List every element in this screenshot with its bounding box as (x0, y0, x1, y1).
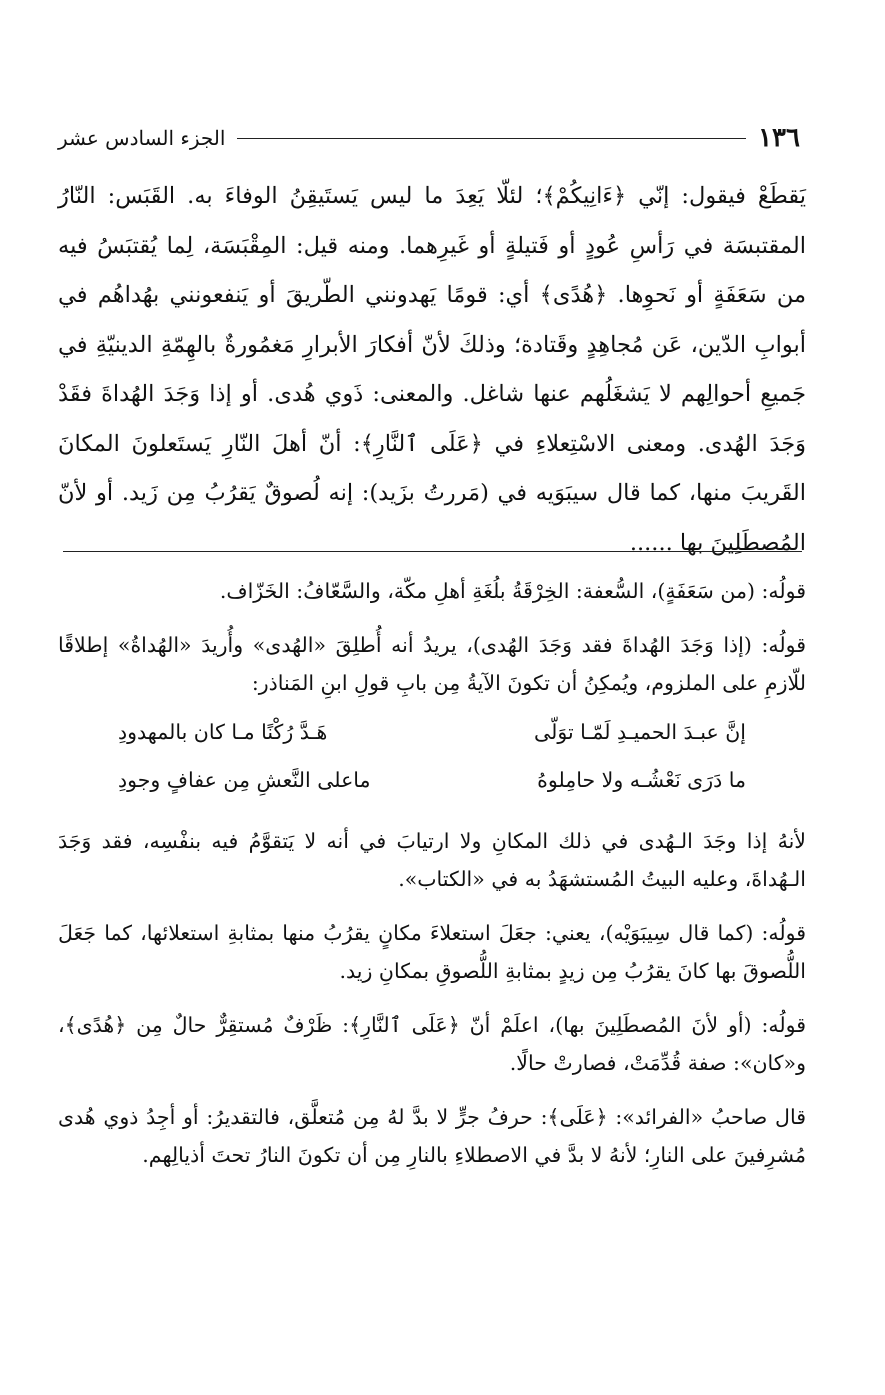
note-sibawayh: قولُه: (كما قال سِيبَوَيْه)، يعني: جعَلَ استعلاءَ مكانٍ يقرُبُ منها بمثابةِ استعلائها، كما جَعَلَ اللُّصوقَ بها كانَ يقرُبُ مِن زيدٍ بمثابةِ اللُّصوقِ بمكانِ زيد. (58, 921, 806, 983)
commentary-notes (58, 572, 806, 1190)
header-rule (237, 138, 746, 139)
note-mustalin: قولُه: (أو لأنَ المُصطَلِينَ بها)، اعلَمْ أنّ ﴿عَلَى ٱلنَّارِ﴾: ظَرْفٌ مُستقِرٌّ حالٌ مِن ﴿هُدًى﴾، و«كان»: صفة قُدِّمَتْ، فصارتْ حالًا. (58, 1013, 806, 1075)
page-header (58, 118, 800, 158)
verse-hemistich: ماعلى النَّعشِ مِن عفافٍ وجودِ (118, 768, 371, 792)
running-title: الجزء السادس عشر (58, 126, 226, 150)
note-safaa: قولُه: (من سَعَفَةٍ)، السُّعفة: الخِرْقَةُ بلُغَةِ أهلِ مكّة، والسَّعّافُ: الخَزّاف. (219, 579, 806, 603)
page-number: ١٣٦ (758, 123, 800, 153)
verse-hemistich: ما دَرَى نَعْشُـه ولا حامِلوهُ (537, 768, 746, 792)
note-hudat-continued: لأنهُ إذا وجَدَ الـهُدى في ذلك المكانِ ولا ارتيابَ في أنه لا يَتقوَّمُ فيه بنفْسِه، فقد وَجَدَ الـهُداةَ، وعليه البيتُ المُستشهَدُ به في «الكتاب». (58, 829, 806, 891)
verse-hemistich: إنَّ عبـدَ الحميـدِ لَمّـا توَلّى (534, 720, 746, 744)
note-hudat: قولُه: (إذا وَجَدَ الهُداةَ فقد وَجَدَ الهُدى)، يريدُ أنه أُطلِقَ «الهُدى» وأُريدَ «الهُداةُ» إطلاقًا للّازمِ على الملزوم، ويُمكِنُ أن تكونَ الآيةُ مِن بابِ قولِ ابنِ المَناذر: (58, 633, 806, 695)
main-text (58, 172, 806, 568)
footnote-divider (63, 551, 802, 552)
verse-line (118, 708, 746, 756)
note-faraid: قال صاحبُ «الفرائد»: ﴿عَلَى﴾: حرفُ جرٍّ لا بدَّ لهُ مِن مُتعلَّق، فالتقديرُ: أو أجِدُ ذوي هُدى مُشرِفينَ على النارِ؛ لأنهُ لا بدَّ في الاصطلاءِ بالنارِ مِن أن تكونَ النارُ تحتَ أذيالِهم. (58, 1105, 806, 1167)
verse-line (118, 756, 746, 804)
verse-hemistich: هَـدَّ رُكْنًا مـا كان بالمهدودِ (118, 720, 328, 744)
main-paragraph: يَقطَعْ فيقول: إنّي ﴿ءَانِيكُمْ﴾؛ لئلّا يَعِدَ ما ليس يَستَيقِنُ الوفاءَ به. القَبَس: النّارُ المقتبسَة في رَأسِ عُودٍ أو فَتيلةٍ أو غَيرِهما. ومنه قيل: المِقْبَسَة، لِما يُقتبَسُ فيه من سَعَفَةٍ أو نَحوِها. ﴿هُدًى﴾ أي: قومًا يَهدونني الطّريقَ أو يَنفعونني بهُداهُم في أبوابِ الدّين، عَن مُجاهِدٍ وقَتادة؛ وذلكَ لأنّ أفكارَ الأبرارِ مَغمُورةٌ بالهِمّةِ الدينيّةِ في جَميعِ أحوالِهم لا يَشغَلُهم عنها شاغل. والمعنى: ذَوي هُدى. أو إذا وَجَدَ الهُداةَ فقَدْ وَجَدَ الهُدى. ومعنى الاسْتِعلاءِ في ﴿عَلَى ٱلنَّارِ﴾: أنّ أهلَ النّارِ يَستَعلونَ المكانَ القَريبَ منها، كما قال سيبَوَيه في (مَررتُ بزَيد): إنه لُصوقٌ يَقرُبُ مِن زَيد. أو لأنّ المُصطَلِينَ بها ...... (58, 183, 806, 556)
verse-block (118, 708, 746, 804)
